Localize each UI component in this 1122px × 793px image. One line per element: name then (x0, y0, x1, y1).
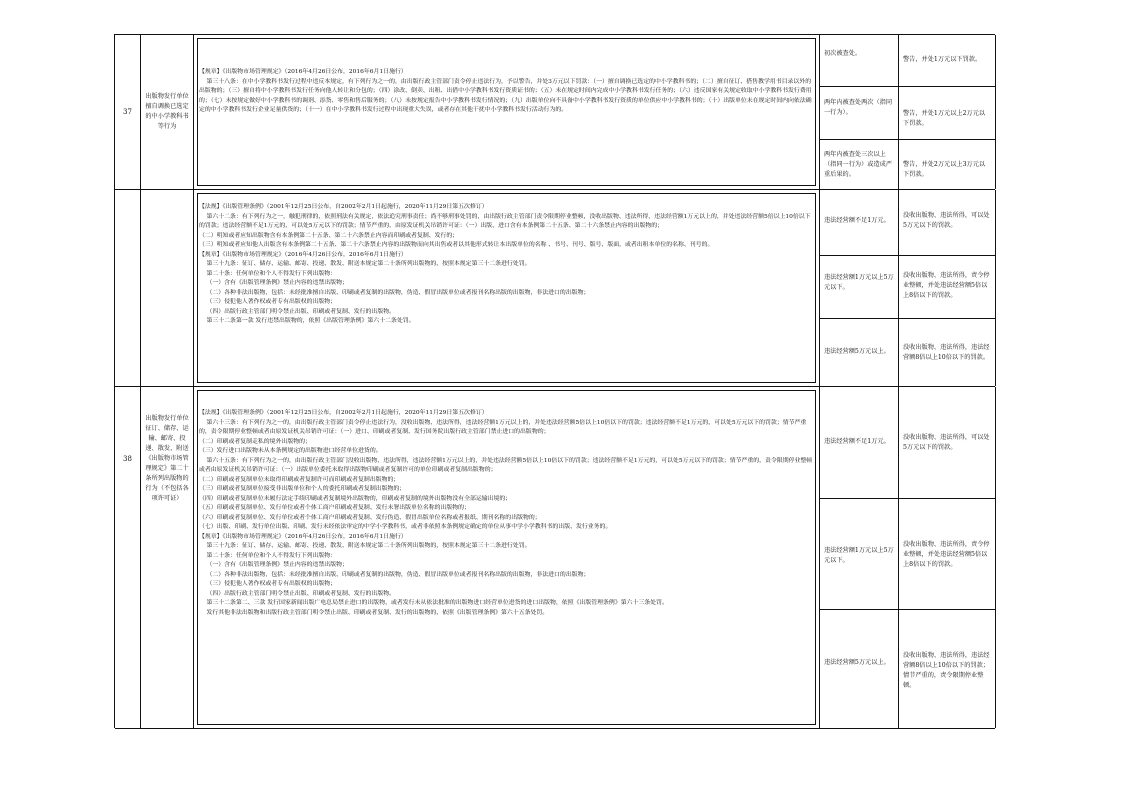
violation-item: 出版物发行单位擅自调换已选定的中小学教科书等行为 (141, 35, 194, 189)
legal-basis-cell (194, 387, 820, 728)
violation-item: 出版物发行单位征订、储存、运输、邮寄、投递、散发、附送《出版物市场管理规定》第二十条所列出版物的行为（不包括各项许可证） (141, 190, 194, 728)
circumstance-text: 初次被查处。 (824, 50, 862, 57)
penalty-cell (899, 256, 995, 319)
table-row (115, 35, 995, 190)
penalty-text: 没收出版物、违法所得，责令停业整顿，并处违法经营额5倍以上8倍以下的罚款。 (903, 272, 990, 299)
penalty-text: 警告，并处2万元以上3万元以下罚款。 (903, 161, 986, 178)
penalty-text: 没收出版物、违法所得，违法经营额8倍以上10倍以下的罚款。 (903, 344, 990, 361)
penalty-text: 没收出版物、违法所得，违法经营额8倍以上10倍以下的罚款；情节严重的，责令限期停业整顿。 (903, 652, 990, 689)
legal-basis-cell (194, 190, 820, 386)
penalty-cell (899, 190, 995, 256)
circumstance-text: 两年内被查处三次以上（指同一行为）或造成严重后果的。 (824, 151, 893, 178)
circumstance-cell (820, 140, 898, 189)
legal-basis-cell (194, 35, 820, 189)
row-number: 37 (115, 35, 141, 189)
legal-basis-text: 【法规】《出版管理条例》（2001年12月25日公布，自2002年2月1日起施行，2020年11月29日第五次修订） 第六十二条：有下列行为之一，触犯刑律的，依照刑法有关规定，依法追究刑事责任；尚不够刑事处罚的，由出版行政主管部门责令限期停业整顿，没收出版物、违法所得，违法经营额1万元以上的，并处违法经营额5倍以上10倍以下的罚款；违法经营额不足1万元的，可以处5万元以下的罚款；情节严重的，由原发证机关吊销许可证：（一）出版、进口含有本条例第二十五条、第二十六条禁止内容的出版物的； （二）明知或者应知出版物含有本条例第二十五条、第二十六条禁止内容而印刷或者复制、发行的； （三）明知或者应知他人出版含有本条例第二十五条、第二十六条禁止内容的出版物而向其出售或者以其他形式转让本出版单位的名称 、书号、刊号、版号、版面，或者出租本单位的名称、刊号的。 【规章】《出版物市场管理规定》（2016年4月26日公布，2016年6月1日施行） 第三十九条：征订、储存、运输、邮寄、投递、散发、附送本规定第二十条所列出版物的，按照本规定第三十二条进行处罚。 第二十条：任何单位和个人不得发行下列出版物： （一）含有《出版管理条例》禁止内容的违禁出版物； （二）各种非法出版物，包括：未经批准擅自出版、印刷或者复制的出版物，伪造、假冒出版单位或者报刊名称出版的出版物，非法进口的出版物； （三）侵犯他人著作权或者专有出版权的出版物； （四）出版行政主管部门明令禁止出版、印刷或者复制、发行的出版物。 第三十二条第一款 发行违禁出版物的，依照《出版管理条例》第六十二条处罚。 (199, 204, 811, 324)
circumstance-text: 两年内被查处两次（指同一行为）。 (824, 99, 893, 116)
penalty-cell (899, 387, 995, 499)
table-row (115, 190, 995, 387)
penalty-text: 警告，并处1万元以上2万元以下罚款。 (903, 110, 986, 127)
penalty-cell (899, 87, 995, 140)
circumstance-text: 违法经营额1万元以上5万元以下。 (824, 547, 894, 564)
circumstance-text: 违法经营额1万元以上5万元以下。 (824, 274, 894, 291)
penalty-text: 没收出版物、违法所得，责令停业整顿，并处违法经营额5倍以上8倍以下的罚款。 (903, 541, 990, 568)
circumstance-text: 违法经营额5万元以上。 (824, 348, 890, 355)
penalty-column (899, 35, 996, 189)
circumstance-cell (820, 610, 898, 728)
row-number: 38 (115, 190, 141, 728)
penalty-table (114, 34, 995, 728)
penalty-text: 没收出版物、违法所得，可以处5万元以下的罚款。 (903, 434, 990, 451)
penalty-cell (899, 35, 995, 87)
penalty-text: 没收出版物、违法所得，可以处5万元以下的罚款。 (903, 212, 990, 229)
circumstance-text: 违法经营额5万元以上。 (824, 659, 890, 666)
penalty-cell (899, 140, 995, 189)
penalty-cell (899, 499, 995, 610)
penalty-text: 警告，并处1万元以下罚款。 (903, 56, 982, 63)
circumstance-cell (820, 190, 898, 256)
circumstance-cell (820, 35, 898, 87)
legal-basis-text: 【法规】《出版管理条例》（2001年12月25日公布，自2002年2月1日起施行，2020年11月29日第五次修订） 第六十三条：有下列行为之一的，由出版行政主管部门责令停止违法行为，没收出版物、违法所得，违法经营额1万元以上的，并处违法经营额5倍以上10倍以下的罚款；违法经营额不足1万元的，可以处5万元以下的罚款；情节严重的，责令限期停业整顿或者由原发证机关吊销许可证：（一）进口、印刷或者复制、发行国务院出版行政主管部门禁止进口的出版物的； （二）印刷或者复制走私的境外出版物的； （三）发行进口出版物未从本条例规定的出版物进口经营单位进货的。 第六十五条：有下列行为之一的，由出版行政主管部门没收出版物、违法所得，违法经营额1万元以上的，并处违法经营额5倍以上10倍以下的罚款；违法经营额不足1万元的，可以处5万元以下的罚款；情节严重的，责令限期停业整顿或者由原发证机关吊销许可证：（一）出版单位委托未取得出版物印刷或者复制许可的单位印刷或者复制出版物的； （二）印刷或者复制单位未取得印刷或者复制许可而印刷或者复制出版物的； （三）印刷或者复制单位接受非出版单位和个人的委托印刷或者复制出版物的； （四）印刷或者复制单位未履行法定手续印刷或者复制境外出版物的，印刷或者复制的境外出版物没有全部运输出境的； （五）印刷或者复制单位、发行单位或者个体工商户印刷或者复制、发行未署出版单位名称的出版物的； （六）印刷或者复制单位、发行单位或者个体工商户印刷或者复制、发行伪造、假冒出版单位名称或者报纸、期刊名称的出版物的； （七）出版、印刷、发行单位出版、印刷、发行未经依法审定的中学小学教科书，或者非依照本条例规定确定的单位从事中学小学教科书的出版、发行业务的。 【规章】《出版物市场管理规定》（2016年4月26日公布，2016年6月1日施行） 第三十九条：征订、储存、运输、邮寄、投递、散发、附送本规定第二十条所列出版物的，按照本规定第三十二条进行处罚。 第二十条：任何单位和个人不得发行下列出版物： （一）含有《出版管理条例》禁止内容的违禁出版物； （二）各种非法出版物，包括：未经批准擅自出版、印刷或者复制的出版物，伪造、假冒出版单位或者报刊名称出版的出版物，非法进口的出版物； （三）侵犯他人著作权或者专有出版权的出版物； （四）出版行政主管部门明令禁止出版、印刷或者复制、发行的出版物。 第三十二条第二、三款 发行国家新闻出版广电总局禁止进口的出版物，或者发行未从依法批准的出版物进口经营单位进货的进口出版物，依照《出版管理条例》第六十三条处罚。 发行其他非法出版物和出版行政主管部门明令禁止出版、印刷或者复制、发行的出版物的，依照《出版管理条例》第六十五条处罚。 (199, 410, 813, 616)
table-row (115, 387, 995, 729)
circumstance-text: 违法经营额不足1万元。 (824, 438, 890, 445)
circumstance-column (820, 190, 899, 386)
legal-basis-text: 【规章】《出版物市场管理规定》（2016年4月26日公布，2016年6月1日施行） 第三十八条：在中小学教科书发行过程中违反本规定，有下列行为之一的，由出版行政主管部门责令停止违法行为，予以警告，并处3万元以下罚款：（一）擅自调换已选定的中小学教科书的；（二）擅自征订、搭售教学用书目录以外的出版物的；（三）擅自将中小学教科书发行任务向他人转让和分包的；（四）涂改、倒卖、出租、出借中小学教科书发行资质证书的；（五）未在规定时间内完成中小学教科书发行任务的；（六）违反国家有关规定收取中小学教科书发行费用的；（七）未按规定做好中小学教科书的调剂、添货、零售和售后服务的；（八）未按规定报告中小学教科书发行情况的；（九）出版单位向不具备中小学教科书发行资质的单位供应中小学教科书的；（十）出版单位未在规定时间内向依法确定的中小学教科书发行企业足量供货的；（十一）在中小学教科书发行过程中出现重大失误，或者存在其他干扰中小学教科书发行活动行为的。 (199, 69, 812, 113)
circumstance-cell (820, 387, 898, 499)
penalty-column (899, 190, 996, 386)
circumstance-column (820, 387, 899, 728)
penalty-column (899, 387, 996, 728)
circumstance-column (820, 35, 899, 189)
penalty-cell (899, 610, 995, 728)
circumstance-cell (820, 87, 898, 140)
circumstance-cell (820, 256, 898, 319)
penalty-cell (899, 319, 995, 386)
circumstance-text: 违法经营额不足1万元。 (824, 217, 890, 224)
circumstance-cell (820, 499, 898, 610)
circumstance-cell (820, 319, 898, 386)
